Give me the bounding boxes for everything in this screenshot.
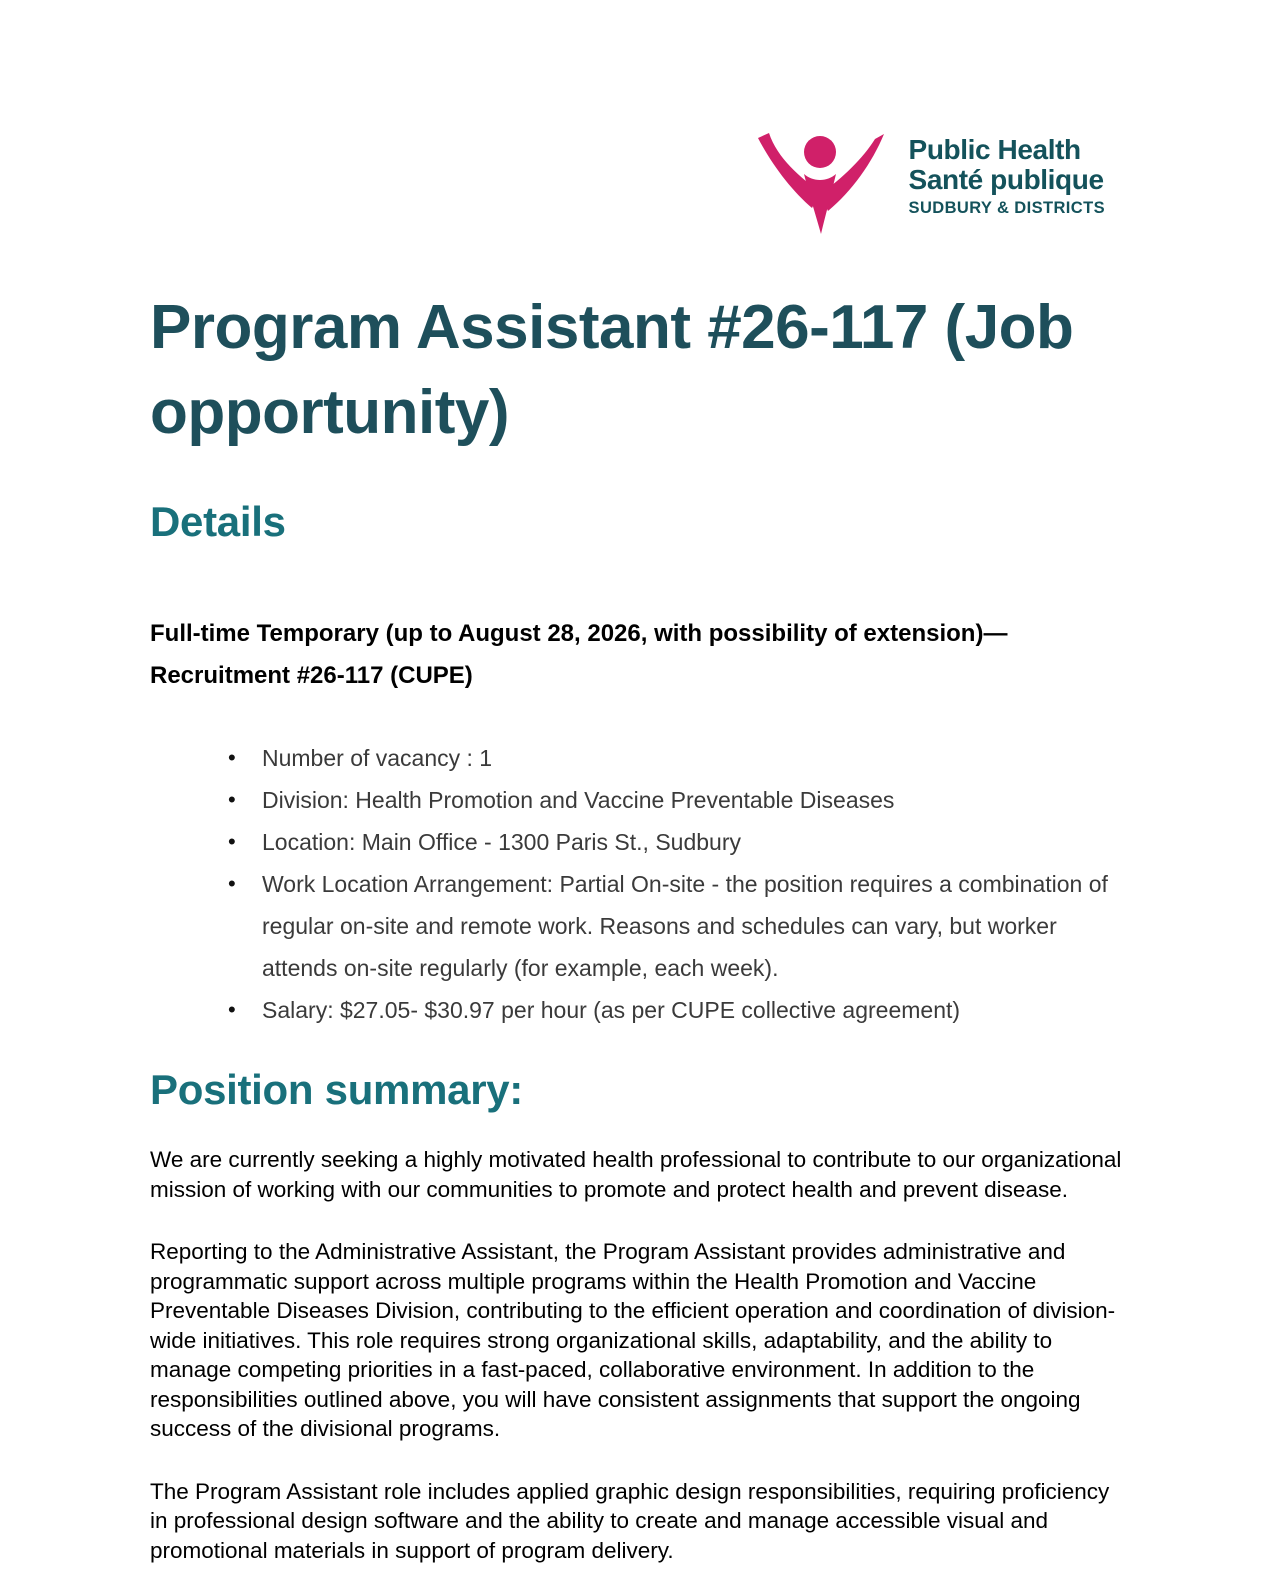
public-health-logo-icon [753,131,889,237]
detail-item-location: • Location: Main Office - 1300 Paris St., Sudbury [262,821,1124,863]
detail-item-work-arrangement: • Work Location Arrangement: Partial On-site - the position requires a combination of regular on-site and remote work. Reasons and schedules can vary, but worker attends on-site regularly (for example, each week). [262,863,1124,989]
position-summary-heading: Position summary: [150,1066,523,1113]
summary-paragraph-3: The Program Assistant role includes applied graphic design responsibilities, requiring proficiency in professional design software and the ability to create and manage accessible visual and promotional materials in support of program delivery. [150,1478,1110,1563]
logo-text-region: SUDBURY & DISTRICTS [908,199,1105,217]
logo-wordmark [909,131,1105,217]
detail-item-vacancies: • Number of vacancy : 1 [262,737,1124,779]
logo-text-french: Santé publique [908,164,1104,195]
recruitment-summary-line-1: Full-time Temporary (up to August 28, 2026, with possibility of extension)— [150,620,1008,647]
recruitment-summary-line-2: Recruitment #26-117 (CUPE) [150,662,473,689]
recruitment-summary-line [150,613,1125,697]
logo [150,0,1125,237]
summary-paragraph-1: We are currently seeking a highly motivated health professional to contribute to our organizational mission of working with our communities to promote and protect health and prevent disease. [150,1147,1122,1202]
logo-text-english: Public Health [908,134,1081,165]
job-details-list [262,737,1124,1031]
details-heading: Details [150,498,286,545]
detail-item-salary: • Salary: $27.05- $30.97 per hour (as per CUPE collective agreement) [262,989,1124,1031]
page-title: Program Assistant #26-117 (Job opportunity) [150,293,1074,447]
detail-item-division: • Division: Health Promotion and Vaccine Preventable Diseases [262,779,1124,821]
summary-paragraph-2: Reporting to the Administrative Assistant, the Program Assistant provides administrative and programmatic support across multiple programs within the Health Promotion and Vaccine Preventable Diseases Division, contributing to the efficient operation and coordination of division-wide initiatives. This role requires strong organizational skills, adaptability, and the ability to manage competing priorities in a fast-paced, collaborative environment. In addition to the responsibilities outlined above, you will have consistent assignments that support the ongoing success of the divisional programs. [150,1239,1116,1441]
